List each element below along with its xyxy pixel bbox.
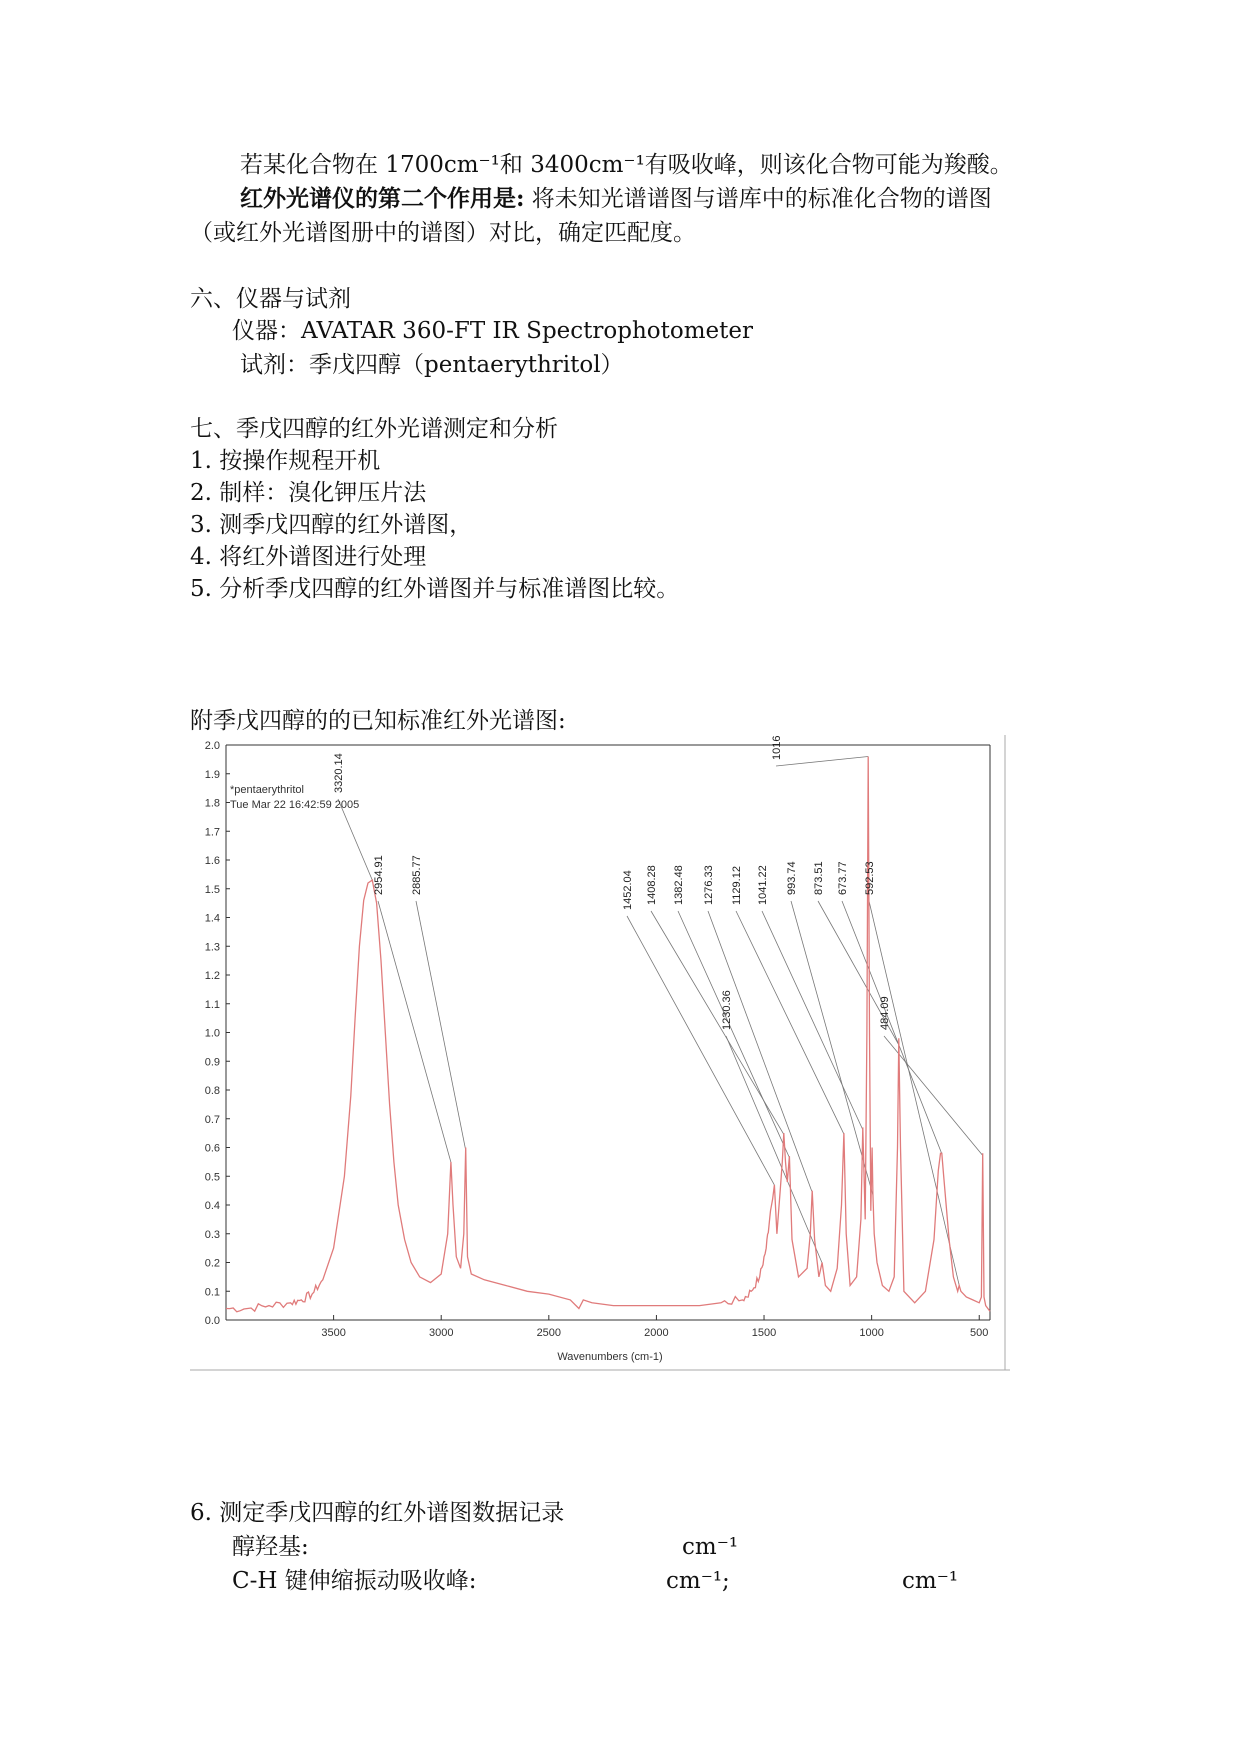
ch-stretch-unit-2: cm⁻¹ [902, 1568, 959, 1594]
peak-label: 1041.22 [757, 865, 769, 905]
y-tick-label: 1.8 [204, 797, 220, 810]
section-seven-heading: 七、季戊四醇的红外光谱测定和分析 [190, 416, 558, 442]
data-record-heading: 6. 测定季戊四醇的红外谱图数据记录 [190, 1500, 565, 1526]
x-tick-label: 2500 [536, 1327, 562, 1339]
y-tick-label: 1.7 [204, 826, 220, 839]
x-tick-label: 1500 [751, 1327, 777, 1339]
y-tick-label: 0.5 [204, 1171, 220, 1184]
y-tick-label: 1.2 [204, 970, 220, 982]
peak-label: 3320.14 [333, 753, 345, 793]
peak-label: 1452.04 [622, 870, 634, 910]
acquisition-date-annotation: Tue Mar 22 16:42:59 2005 [230, 799, 360, 811]
x-axis-title: Wavenumbers (cm-1) [557, 1351, 663, 1363]
y-tick-label: 0.6 [204, 1142, 220, 1155]
y-tick-label: 2.0 [204, 740, 220, 752]
ir-spectrum-chart [190, 735, 1010, 1375]
hydroxyl-unit: cm⁻¹ [682, 1534, 739, 1560]
peak-label: 2885.77 [411, 855, 423, 895]
second-function-text: 将未知光谱谱图与谱库中的标准化合物的谱图 [524, 186, 992, 212]
instrument-line: 仪器：AVATAR 360-FT IR Spectrophotometer [232, 318, 753, 344]
peak-label: 1016 [771, 735, 783, 760]
y-tick-label: 0.9 [204, 1056, 220, 1069]
y-tick-label: 0.4 [204, 1200, 220, 1212]
peak-label: 673.77 [837, 861, 849, 895]
chart-background [190, 735, 1010, 1375]
y-tick-label: 1.1 [204, 998, 220, 1011]
sample-name-annotation: *pentaerythritol [230, 784, 304, 796]
y-tick-label: 0.8 [204, 1085, 220, 1097]
x-tick-label: 1000 [859, 1327, 884, 1339]
intro-line-2 [240, 184, 992, 214]
peak-label: 993.74 [786, 861, 798, 895]
hydroxyl-label: 醇羟基: [232, 1534, 309, 1560]
peak-label: 1382.48 [673, 865, 685, 905]
step-item: 5. 分析季戊四醇的红外谱图并与标准谱图比较。 [190, 576, 680, 602]
peak-label: 592.53 [864, 861, 876, 895]
ch-stretch-unit-1: cm⁻¹; [666, 1568, 730, 1594]
step-item: 3. 测季戊四醇的红外谱图， [190, 512, 473, 538]
peak-label: 1408.28 [646, 865, 658, 905]
intro-line-3: （或红外光谱图册中的谱图）对比，确定匹配度。 [190, 220, 696, 246]
y-tick-label: 0.1 [204, 1286, 220, 1299]
y-tick-label: 1.0 [204, 1027, 220, 1040]
y-tick-label: 1.5 [204, 883, 220, 896]
y-tick-label: 1.4 [204, 912, 220, 925]
section-six-heading: 六、仪器与试剂 [190, 286, 351, 312]
ch-stretch-label: C-H 键伸缩振动吸收峰: [232, 1568, 477, 1594]
peak-label: 1276.33 [703, 865, 715, 905]
second-function-label: 红外光谱仪的第二个作用是: [240, 185, 525, 212]
y-tick-label: 0.3 [204, 1228, 220, 1241]
y-tick-label: 1.9 [204, 768, 220, 781]
y-tick-label: 0.0 [204, 1315, 220, 1327]
ir-spectrum-figure [190, 735, 1010, 1375]
peak-label: 873.51 [813, 861, 825, 895]
y-tick-label: 0.2 [204, 1257, 220, 1270]
peak-label: 484.09 [879, 996, 891, 1030]
step-item: 4. 将红外谱图进行处理 [190, 544, 427, 570]
x-tick-label: 500 [970, 1327, 989, 1339]
step-item: 1. 按操作规程开机 [190, 448, 381, 474]
x-tick-label: 3500 [321, 1327, 346, 1339]
y-tick-label: 1.6 [204, 855, 220, 867]
peak-label: 1129.12 [731, 866, 743, 905]
step-item: 2. 制样：溴化钾压片法 [190, 480, 427, 506]
peak-label: 2954.91 [373, 855, 385, 895]
x-tick-label: 3000 [428, 1327, 454, 1339]
intro-line-1: 若某化合物在 1700cm⁻¹和 3400cm⁻¹有吸收峰，则该化合物可能为羧酸。 [240, 152, 1013, 178]
x-tick-label: 2000 [644, 1327, 669, 1339]
reagent-line: 试剂：季戊四醇（pentaerythritol） [240, 352, 624, 378]
y-tick-label: 1.3 [204, 941, 220, 954]
y-tick-label: 0.7 [204, 1113, 220, 1126]
peak-label: 1230.36 [721, 990, 733, 1030]
appendix-caption: 附季戊四醇的的已知标准红外光谱图: [190, 708, 566, 734]
